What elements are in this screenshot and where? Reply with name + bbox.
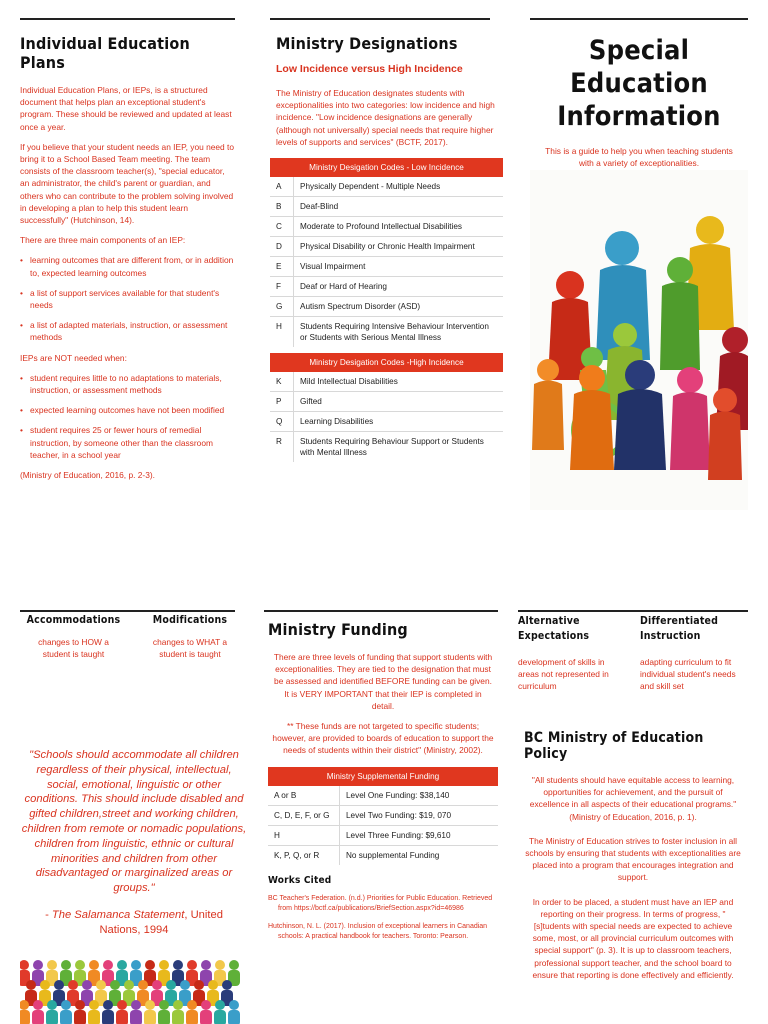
alternative-title: Alternative Expectations [518, 615, 590, 642]
accommodations-desc: changes to HOW a student is taught [38, 637, 109, 660]
table-row [270, 317, 503, 347]
designations-title: Ministry Designations [276, 34, 458, 53]
list-item: • expected learning outcomes have not been modified [20, 404, 235, 416]
iep-components-intro: There are three main components of an IEP: [20, 235, 186, 246]
table-row [270, 277, 503, 297]
crowd-figure-head [26, 980, 36, 990]
crowd-figure-body [88, 1010, 100, 1024]
funding-title: Ministry Funding [268, 620, 408, 639]
crowd-figure-body [60, 1010, 72, 1024]
desc-cell: Deaf-Blind [300, 202, 339, 212]
code-cell: K [270, 372, 294, 391]
codes-cell: C, D, E, F, or G [268, 806, 340, 825]
works-cited-title: Works Cited [268, 874, 332, 886]
crowd-figure-head [124, 980, 134, 990]
desc-cell: Deaf or Hard of Hearing [300, 282, 387, 292]
funding-table [268, 786, 498, 865]
funding-note: ** These funds are not targeted to specific students; however, are provided to boards of education to support the needs of students within their district" (Ministry, 2002). [272, 721, 494, 756]
crowd-figure-head [33, 1000, 43, 1010]
iep-title: Individual Education Plans [20, 34, 190, 72]
table-row [268, 826, 498, 846]
crowd-figure-head [89, 960, 99, 970]
crowd-figure-body [158, 1010, 170, 1024]
crowd-figure-body [32, 1010, 44, 1024]
top-rule-3 [530, 18, 748, 20]
crowd-figure-head [187, 960, 197, 970]
crowd-figure-head [68, 980, 78, 990]
codes-cell: K, P, Q, or R [268, 846, 340, 865]
table-row [270, 217, 503, 237]
crowd-figure-head [61, 960, 71, 970]
table-row [268, 806, 498, 826]
code-cell: G [270, 297, 294, 316]
crowd-figure-head [215, 960, 225, 970]
crowd-figure-head [47, 960, 57, 970]
funding-body: There are three levels of funding that support students with exceptionalities. They are tied to the designation that must be assessed and identified BEFORE funding can be given. It is VERY IMPORTANT that their IEP is completed in detail. [273, 652, 493, 711]
crowd-figure-head [145, 1000, 155, 1010]
crowd-figure-head [96, 980, 106, 990]
iep-not-needed-list [20, 372, 235, 461]
crowd-figure-head [103, 1000, 113, 1010]
designations-subtitle: Low Incidence versus High Incidence [276, 63, 463, 75]
desc-cell: Mild Intellectual Disabilities [300, 377, 398, 387]
table-row [270, 432, 503, 462]
crowd-figure-body [20, 1010, 30, 1024]
high-incidence-table [270, 372, 503, 462]
desc-cell: Autism Spectrum Disorder (ASD) [300, 302, 421, 312]
alternative-block [518, 614, 630, 701]
table-row [268, 846, 498, 865]
crowd-figure-head [110, 980, 120, 990]
crowd-figure-body [228, 1010, 240, 1024]
iep-intro: Individual Education Plans, or IEPs, is a structured document that helps plan an exceptional student's program. These should be reviewed and updated at least once a year. [20, 85, 232, 132]
quote-attribution-post: , United Nations, 1994 [99, 908, 223, 936]
crowd-figure-head [187, 1000, 197, 1010]
crowd-figure-body [172, 1010, 184, 1024]
quote-attribution-pre: - [45, 908, 52, 921]
alternative-desc: development of skills in areas not represented in curriculum [518, 657, 609, 692]
table-row [270, 237, 503, 257]
codes-cell: H [268, 826, 340, 845]
desc-cell: Physical Disability or Chronic Health Impairment [300, 242, 475, 252]
quote-text: "Schools should accommodate all children regardless of their physical, intellectual, social, emotional, linguistic or other conditions. This should include disabled and gifted children,street and working children, children from remote or nomadic populations, children from linguistic, ethnic or cultural minorities and children from other disadvantaged or marginalized areas or groups." [21, 749, 247, 895]
table-row [270, 412, 503, 432]
desc-cell: Visual Impairment [300, 262, 366, 272]
crowd-figure-head [138, 980, 148, 990]
cover-subtitle: This is a guide to help you when teaching students with a variety of exceptionalities. [545, 146, 733, 169]
crowd-figure-head [54, 980, 64, 990]
cover-panel [530, 34, 748, 177]
code-cell: D [270, 237, 294, 256]
crowd-figure-head [20, 960, 29, 970]
desc-cell: Learning Disabilities [300, 417, 374, 427]
crowd-figure-head [173, 960, 183, 970]
crowd-figure-head [201, 960, 211, 970]
crowd-figure-head [82, 980, 92, 990]
crowd-figure-head [229, 1000, 239, 1010]
crowd-figure-body [116, 1010, 128, 1024]
bottom-rule-1 [20, 610, 235, 612]
table-row [270, 297, 503, 317]
code-cell: B [270, 197, 294, 216]
list-item: • student requires little to no adaptations to materials, instruction, or assessment methods [20, 372, 235, 396]
policy-p2: In order to be placed, a student must have an IEP and reporting on their progress. In terms of progress, "[s]tudents with special needs are expected to achieve some, most, or all provincial curriculum outcomes with special support" (p. 3). It is up to classroom teachers, professional support teacher, and the school board to ensure that reporting is done effectively and efficiently. [532, 896, 734, 980]
modifications-desc: changes to WHAT a student is taught [152, 637, 228, 660]
code-cell: Q [270, 412, 294, 431]
desc-cell: Physically Dependent - Multiple Needs [300, 182, 441, 192]
cover-title [530, 34, 748, 133]
table-row [270, 257, 503, 277]
crowd-figure-head [103, 960, 113, 970]
crowd-figure-head [194, 980, 204, 990]
high-incidence-header: Ministry Desigation Codes -High Incidence [270, 353, 503, 372]
crowd-figure-body [46, 1010, 58, 1024]
code-cell: P [270, 392, 294, 411]
accommodations-block [20, 614, 127, 668]
table-row [270, 372, 503, 392]
quote-attribution [20, 908, 248, 938]
crowd-figure-head [159, 960, 169, 970]
iep-not-needed-intro: IEPs are NOT needed when: [20, 352, 127, 363]
table-row [270, 197, 503, 217]
table-row [270, 177, 503, 197]
differentiated-block [640, 614, 748, 701]
iep-components-list [20, 254, 235, 343]
crowd-figure-head [131, 1000, 141, 1010]
crowd-figure-head [75, 960, 85, 970]
bottom-rule-2 [264, 610, 498, 612]
accommodations-title: Accommodations [26, 614, 121, 626]
crowd-figure-head [61, 1000, 71, 1010]
funding-panel [268, 620, 498, 942]
iep-citation: (Ministry of Education, 2016, p. 2-3). [20, 470, 155, 481]
cover-title-line1: Special Education [570, 35, 708, 99]
crowd-figure-head [89, 1000, 99, 1010]
cite-item: Hutchinson, N. L. (2017). Inclusion of exceptional learners in Canadian schools: A practical handbook for teachers. Toronto: Pearson. [268, 922, 488, 940]
list-item: • a list of adapted materials, instruction, or assessment methods [20, 319, 235, 343]
low-incidence-header: Ministry Desigation Codes - Low Incidence [270, 158, 503, 177]
list-item: • student requires 25 or fewer hours of remedial instruction, by someone other than the classroom teacher, in a school year [20, 424, 235, 461]
code-cell: C [270, 217, 294, 236]
crowd-figure-body [102, 1010, 114, 1024]
level-cell: Level Three Funding: $9,610 [346, 830, 451, 840]
crowd-figure-head [180, 980, 190, 990]
crowd-figure-head [208, 980, 218, 990]
modifications-title: Modifications [152, 614, 228, 626]
crowd-figure-head [152, 980, 162, 990]
crowd-figure-head [145, 960, 155, 970]
crowd-figure-body [214, 1010, 226, 1024]
crowd-illustration [20, 955, 240, 1024]
top-rule-2 [270, 18, 490, 20]
differentiated-title: Differentiated Instruction [640, 615, 719, 642]
policy-panel [518, 730, 748, 989]
crowd-figure-body [130, 1010, 142, 1024]
level-cell: Level Two Funding: $19, 070 [346, 810, 451, 820]
crowd-figure-body [144, 1010, 156, 1024]
table-row [268, 786, 498, 806]
crowd-figure-head [131, 960, 141, 970]
crowd-figure-head [215, 1000, 225, 1010]
desc-cell: Students Requiring Intensive Behaviour Intervention or Students with Serious Mental Illness [300, 322, 489, 343]
cite-item: BC Teacher's Federation. (n.d.) Priorities for Public Education. Retrieved from https://bctf.ca/publications/BriefSection.aspx?id=46986 [268, 894, 493, 912]
code-cell: E [270, 257, 294, 276]
crowd-figure-head [173, 1000, 183, 1010]
low-incidence-table [270, 177, 503, 347]
crowd-figure-head [159, 1000, 169, 1010]
crowd-figure-head [166, 980, 176, 990]
list-item: • learning outcomes that are different from, or in addition to, expected learning outcomes [20, 254, 235, 278]
cover-title-line2: Information [557, 101, 721, 132]
iep-panel [20, 34, 235, 489]
crowd-figure-head [117, 960, 127, 970]
crowd-figure-head [40, 980, 50, 990]
desc-cell: Gifted [300, 397, 322, 407]
iep-team: If you believe that your student needs an IEP, you need to bring it to a School Based Team meeting. The team consists of the classroom teacher(s), "special educator, an administrator, the child's parent or guardian, and others who can contribute to the problem solving involved in developing a plan to help this student learn successfully" (Hutchinson, 14). [20, 141, 235, 226]
crowd-figure-body [200, 1010, 212, 1024]
policy-quote: "All students should have equitable access to learning, opportunities for achievement, and the pursuit of excellence in all aspects of their educational programs." (Ministry of Education, 2016, p. 1). [529, 775, 737, 822]
bottom-rule-3 [518, 610, 748, 612]
people-illustration [530, 170, 748, 510]
crowd-figure-body [74, 1010, 86, 1024]
code-cell: H [270, 317, 294, 347]
level-cell: No supplemental Funding [346, 850, 440, 860]
crowd-figure-head [117, 1000, 127, 1010]
crowd-figure-head [33, 960, 43, 970]
desc-cell: Moderate to Profound Intellectual Disabilities [300, 222, 463, 232]
crowd-figure-head [222, 980, 232, 990]
policy-title: BC Ministry of Education Policy [524, 730, 704, 762]
table-row [270, 392, 503, 412]
level-cell: Level One Funding: $38,140 [346, 790, 450, 800]
top-rule-1 [20, 18, 235, 20]
crowd-figure-head [75, 1000, 85, 1010]
funding-table-header: Ministry Supplemental Funding [268, 767, 498, 786]
quote-attribution-title: The Salamanca Statement [51, 908, 185, 921]
crowd-figure-head [47, 1000, 57, 1010]
crowd-figure-head [229, 960, 239, 970]
crowd-figure-body [186, 1010, 198, 1024]
code-cell: A [270, 177, 294, 196]
codes-cell: A or B [268, 786, 340, 805]
designations-body: The Ministry of Education designates students with exceptionalities into two categories: low incidence and high incidence. "Low incidence designations are generally (although not universally) special needs that require higher levels of supports and services" (BCTF, 2017). [276, 88, 495, 147]
policy-p1: The Ministry of Education strives to foster inclusion in all schools by ensuring that students with exceptionalities are placed into a program that encourages integration and support. [525, 835, 741, 883]
code-cell: R [270, 432, 294, 462]
list-item: • a list of support services available for that student's needs [20, 287, 235, 311]
salamanca-quote [20, 748, 248, 938]
modifications-block [135, 614, 245, 668]
designations-panel [270, 34, 503, 462]
differentiated-desc: adapting curriculum to fit individual student's needs and skill set [640, 657, 736, 692]
desc-cell: Students Requiring Behaviour Support or Students with Mental Illness [300, 437, 484, 458]
crowd-figure-head [201, 1000, 211, 1010]
code-cell: F [270, 277, 294, 296]
